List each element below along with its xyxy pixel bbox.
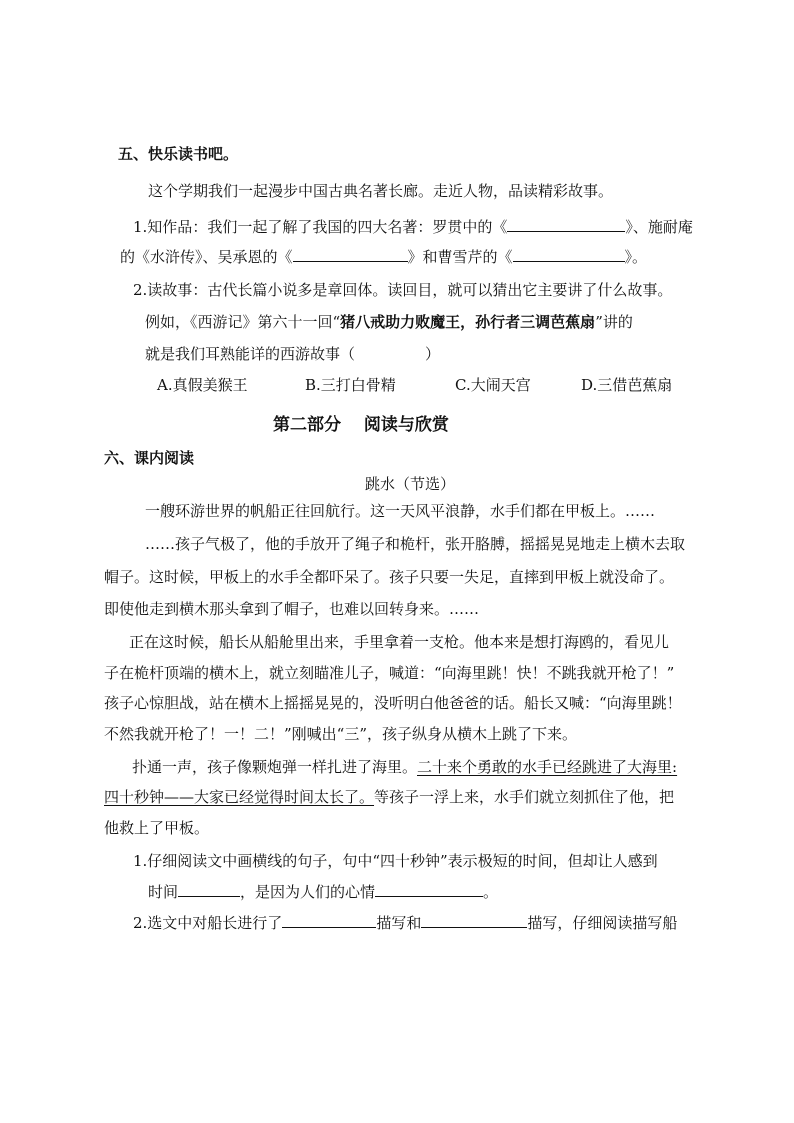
underlined-sentence: 二十来个勇敢的水手已经跳进了大海里: [417, 758, 678, 776]
question-1-line-1: 1.知作品：我们一起了解了我国的四大名著：罗贯中的《 》、施耐庵 [133, 218, 693, 236]
answer-blank[interactable] [178, 882, 240, 897]
answer-blank[interactable] [375, 882, 483, 897]
passage-paragraph-2-line-2: 帽子。这时候，甲板上的水手全都吓呆了。孩子只要一失足，直摔到甲板上就没命了。 [104, 568, 675, 586]
answer-blank[interactable] [513, 247, 625, 262]
passage-paragraph-2-line-3: 即使他走到横木那头拿到了帽子，也难以回转身来。…… [104, 600, 480, 618]
option-b[interactable]: B.三打白骨精 [305, 376, 396, 394]
question-2-line-3: 就是我们耳熟能详的西游故事（ ） [145, 345, 441, 363]
passage-paragraph-4-line-3: 他救上了甲板。 [104, 819, 210, 837]
answer-blank[interactable] [282, 913, 376, 928]
underlined-sentence: 四十秒钟——大家已经觉得时间太长了。 [104, 788, 375, 806]
passage-paragraph-3-line-4: 不然我就开枪了！一！二！”刚喊出“三”，孩子纵身从横木上跳了下来。 [104, 725, 578, 743]
question-2-line-1: 2.读故事：古代长篇小说多是章回体。读回目，就可以猜出它主要讲了什么故事。 [133, 281, 673, 299]
passage-paragraph-2-line-1: ……孩子气极了，他的手放开了绳子和桅杆，张开胳膊，摇摇晃晃地走上横木去取 [145, 535, 686, 553]
part-two-title: 第二部分 阅读与欣赏 [273, 415, 449, 435]
passage-paragraph-3-line-3: 孩子心惊胆战，站在横木上摇摇晃晃的，没听明白他爸爸的话。船长又喊：“向海里跳！ [104, 694, 682, 712]
answer-blank[interactable] [421, 913, 527, 928]
reading-question-1-line-2: 时间 ，是因为人们的心情 。 [148, 883, 499, 901]
section-five-heading: 五、快乐读书吧。 [118, 145, 239, 163]
passage-paragraph-1: 一艘环游世界的帆船正往回航行。这一天风平浪静，水手们都在甲板上。…… [145, 502, 656, 520]
passage-paragraph-3-line-1: 正在这时候，船长从船舱里出来，手里拿着一支枪。他本来是想打海鸥的，看见儿 [129, 633, 670, 651]
section-six-heading: 六、课内阅读 [104, 449, 195, 467]
reading-question-1-line-1: 1.仔细阅读文中画横线的句子，句中“四十秒钟”表示极短的时间，但却让人感到 [133, 852, 658, 870]
answer-blank[interactable] [293, 247, 408, 262]
passage-title: 跳水（节选） [365, 475, 456, 493]
question-2-line-2: 例如，《西游记》第六十一回“猪八戒助力败魔王，孙行者三调芭蕉扇”讲的 [145, 313, 633, 331]
question-label: 2.读故事 [133, 281, 193, 299]
passage-paragraph-4-line-2: 四十秒钟——大家已经觉得时间太长了。等孩子一浮上来，水手们就立刻抓住了他，把 [104, 788, 675, 806]
question-1-line-2: 的《水浒传》、吴承恩的《 》和曹雪芹的《 》。 [120, 248, 648, 266]
passage-paragraph-4-line-1: 扑通一声，孩子像颗炮弹一样扎进了海里。二十来个勇敢的水手已经跳进了大海里: [132, 758, 678, 776]
option-d[interactable]: D.三借芭蕉扇 [581, 376, 673, 394]
question-label: 1.知作品 [133, 218, 193, 236]
answer-blank[interactable] [507, 217, 625, 232]
section-five-intro: 这个学期我们一起漫步中国古典名著长廊。走近人物，品读精彩故事。 [148, 182, 614, 200]
option-c[interactable]: C.大闹天宫 [455, 376, 531, 394]
passage-paragraph-3-line-2: 子在桅杆顶端的横木上，就立刻瞄准儿子，喊道：“向海里跳！快！不跳我就开枪了！” [104, 664, 675, 682]
option-a[interactable]: A.真假美猴王 [157, 376, 248, 394]
reading-question-2: 2.选文中对船长进行了 描写和 描写，仔细阅读描写船 [133, 914, 678, 932]
